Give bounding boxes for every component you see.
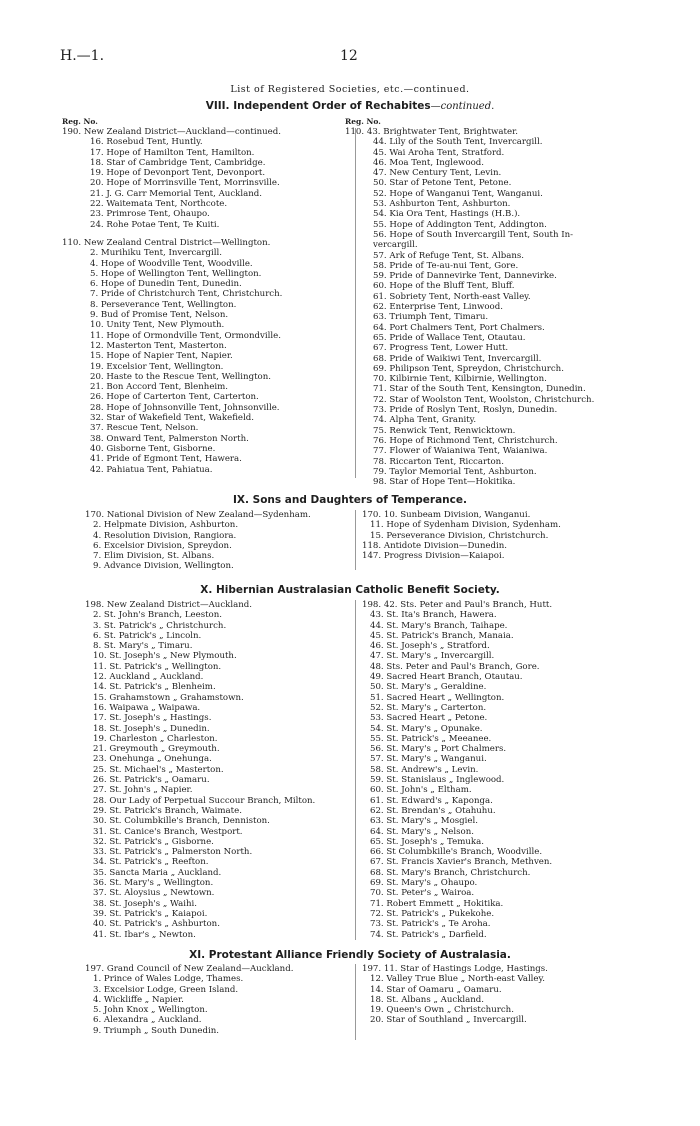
list-entry: 19. Queen's Own „ Christchurch. <box>370 1005 514 1016</box>
list-entry: 50. St. Mary's „ Geraldine. <box>370 682 487 693</box>
ix-left-column <box>85 510 311 572</box>
list-entry: 59. Pride of Dannevirke Tent, Dannevirke. <box>373 271 557 282</box>
list-entry: 8. St. Mary's „ Timaru. <box>93 641 193 652</box>
list-entry: 12. Valley True Blue „ North-east Valley. <box>370 974 545 985</box>
list-entry: 63. Triumph Tent, Timaru. <box>373 312 489 323</box>
list-entry: 63. St. Mary's „ Mosgiel. <box>370 816 478 827</box>
list-entry: 54. St. Mary's „ Opunake. <box>370 723 483 734</box>
list-entry: 62. St. Brendan's „ Otahuhu. <box>370 805 496 816</box>
list-entry: 2. Murihiku Tent, Invercargill. <box>90 248 222 259</box>
list-entry: 29. St. Patrick's Branch, Waimate. <box>93 805 242 816</box>
list-entry: 2. Helpmate Division, Ashburton. <box>93 520 239 531</box>
list-entry: 19. Hope of Devonport Tent, Devonport. <box>90 168 266 179</box>
list-entry: 39. St. Patrick's „ Kaiapoi. <box>93 908 208 919</box>
list-entry: 67. St. Francis Xavier's Branch, Methven. <box>370 857 553 868</box>
list-entry: 20. Star of Southland „ Invercargill. <box>370 1015 527 1026</box>
list-entry: 40. St. Patrick's „ Ashburton. <box>93 919 220 930</box>
list-entry: 53. Sacred Heart „ Petone. <box>370 713 488 724</box>
xi-right-column <box>362 964 548 1026</box>
list-entry: 70. St. Peter's „ Wairoa. <box>370 888 475 899</box>
viii-right-column <box>345 127 594 487</box>
list-entry: 67. Progress Tent, Lower Hutt. <box>373 343 509 354</box>
list-entry: 30. St. Columbkille's Branch, Denniston. <box>93 816 270 827</box>
page-number: 12 <box>340 48 358 64</box>
list-entry: 198. New Zealand District—Auckland. <box>85 600 252 610</box>
list-entry: 3. Excelsior Lodge, Green Island. <box>93 984 239 995</box>
list-entry: 68. St. Mary's Branch, Christchurch. <box>370 867 531 878</box>
list-entry: 49. Sacred Heart Branch, Otautau. <box>370 672 523 683</box>
list-entry: 40. Gisborne Tent, Gisborne. <box>90 443 216 454</box>
list-entry: 24. Rohe Potae Tent, Te Kuiti. <box>90 219 220 230</box>
list-entry: 38. St. Joseph's „ Waihi. <box>93 898 198 909</box>
list-entry: 18. Star of Cambridge Tent, Cambridge. <box>90 157 266 168</box>
list-entry: 61. St. Edward's „ Kaponga. <box>370 795 493 806</box>
list-entry: 69. Philipson Tent, Spreydon, Christchurch. <box>373 363 564 374</box>
section-x-title: X. Hibernian Australasian Catholic Benefit Society. <box>200 584 500 596</box>
list-entry: 55. Hope of Addington Tent, Addington. <box>373 219 547 230</box>
list-entry: 62. Enterprise Tent, Linwood. <box>373 302 503 313</box>
list-entry: 56. Hope of South Invercargill Tent, South In- <box>373 229 574 240</box>
section-xi-title: XI. Protestant Alliance Friendly Society of Australasia. <box>189 949 511 961</box>
list-entry: 5. John Knox „ Wellington. <box>93 1005 208 1016</box>
list-entry: 12. Auckland „ Auckland. <box>93 672 204 683</box>
list-entry: 56. St. Mary's „ Port Chalmers. <box>370 744 507 755</box>
list-entry: 58. Pride of Te-au-nui Tent, Gore. <box>373 260 519 271</box>
list-entry: 20. Hope of Morrinsville Tent, Morrinsville. <box>90 178 280 189</box>
list-entry: 33. St. Patrick's „ Palmerston North. <box>93 847 253 858</box>
list-entry: 11. Hope of Sydenham Division, Sydenham. <box>370 520 561 531</box>
list-entry: 57. St. Mary's „ Wanganui. <box>370 754 487 765</box>
list-entry: 10. Unity Tent, New Plymouth. <box>90 320 225 331</box>
list-entry: 21. Bon Accord Tent, Blenheim. <box>90 382 229 393</box>
list-entry: 58. St. Andrew's „ Levin. <box>370 764 479 775</box>
list-entry: 46. Moa Tent, Inglewood. <box>373 157 485 168</box>
list-entry: 66. St Columbkille's Branch, Woodville. <box>370 847 543 858</box>
list-entry: 72. St. Patrick's „ Pukekohe. <box>370 908 495 919</box>
list-entry: 31. St. Canice's Branch, Westport. <box>93 826 243 837</box>
list-entry: 118. Antidote Division—Dunedin. <box>362 540 508 551</box>
list-entry: 36. St. Mary's „ Wellington. <box>93 878 214 889</box>
list-entry: 32. Star of Wakefield Tent, Wakefield. <box>90 413 254 424</box>
list-entry: 73. St. Patrick's „ Te Aroha. <box>370 919 491 930</box>
list-entry: 74. Alpha Tent, Granity. <box>373 415 477 426</box>
list-entry: 197. Grand Council of New Zealand—Auckland. <box>85 964 294 974</box>
list-entry <box>62 230 282 238</box>
list-entry: 72. Star of Woolston Tent, Woolston, Christchurch. <box>373 394 595 405</box>
list-entry: 32. St. Patrick's „ Gisborne. <box>93 836 214 847</box>
list-entry: 11. St. Patrick's „ Wellington. <box>93 661 222 672</box>
x-right-column <box>362 600 552 940</box>
list-entry: 26. Hope of Carterton Tent, Carterton. <box>90 392 259 403</box>
column-divider <box>355 964 356 1040</box>
section-viii-heading: VIII. Independent Order of Rechabites <box>205 100 431 112</box>
list-entry: 19. Excelsior Tent, Wellington. <box>90 361 224 372</box>
page-header-ref: H.—1. <box>60 48 105 64</box>
list-entry: 50. Star of Petone Tent, Petone. <box>373 178 512 189</box>
reg-no-label: Reg. No. <box>62 117 98 126</box>
list-entry: 12. Masterton Tent, Masterton. <box>90 340 227 351</box>
column-divider <box>355 510 356 570</box>
list-entry: 78. Riccarton Tent, Riccarton. <box>373 456 504 467</box>
list-entry: 1. Prince of Wales Lodge, Thames. <box>93 974 244 985</box>
list-entry: 20. Haste to the Rescue Tent, Wellington. <box>90 371 271 382</box>
list-entry: 17. Hope of Hamilton Tent, Hamilton. <box>90 147 255 158</box>
list-entry: 9. Advance Division, Wellington. <box>93 561 234 572</box>
list-entry: 98. Star of Hope Tent—Hokitika. <box>373 477 516 488</box>
list-entry: 74. St. Patrick's „ Darfield. <box>370 929 487 940</box>
viii-left-column <box>62 127 282 475</box>
list-entry: 65. St. Joseph's „ Temuka. <box>370 836 484 847</box>
list-entry: 15. Grahamstown „ Grahamstown. <box>93 692 244 703</box>
list-entry: 4. Hope of Woodville Tent, Woodville. <box>90 258 253 269</box>
list-entry: 51. Sacred Heart „ Wellington. <box>370 692 505 703</box>
list-entry: 69. St. Mary's „ Ohaupo. <box>370 878 478 889</box>
x-left-column <box>85 600 315 940</box>
list-entry: 5. Hope of Wellington Tent, Wellington. <box>90 268 262 279</box>
list-entry: 65. Pride of Wallace Tent, Otautau. <box>373 332 526 343</box>
list-entry: 27. St. John's „ Napier. <box>93 785 193 796</box>
list-entry: 16. Rosebud Tent, Huntly. <box>90 137 203 148</box>
list-entry: 4. Wickliffe „ Napier. <box>93 994 184 1005</box>
list-entry: 21. Greymouth „ Greymouth. <box>93 744 220 755</box>
section-ix-title: IX. Sons and Daughters of Temperance. <box>232 494 467 506</box>
list-entry: 28. Our Lady of Perpetual Succour Branch, Milton. <box>93 795 316 806</box>
list-entry: 55. St. Patrick's „ Meeanee. <box>370 733 492 744</box>
list-entry: 18. St. Joseph's „ Dunedin. <box>93 723 210 734</box>
list-entry: 6. Alexandra „ Auckland. <box>93 1015 202 1026</box>
list-entry: 21. J. G. Carr Memorial Tent, Auckland. <box>90 188 262 199</box>
list-entry: 54. Kia Ora Tent, Hastings (H.B.). <box>373 209 521 220</box>
list-entry: 23. Onehunga „ Onehunga. <box>93 754 212 765</box>
list-entry: 190. New Zealand District—Auckland—continued. <box>62 127 281 137</box>
list-title: List of Registered Societies, etc.—continued. <box>230 84 470 95</box>
list-entry: 35. Sancta Maria „ Auckland. <box>93 867 222 878</box>
list-entry: 43. St. Ita's Branch, Hawera. <box>370 610 497 621</box>
list-entry: 52. Hope of Wanganui Tent, Wanganui. <box>373 188 543 199</box>
list-entry: 71. Star of the South Tent, Kensington, Dunedin. <box>373 384 586 395</box>
list-entry: 42. Pahiatua Tent, Pahiatua. <box>90 464 213 475</box>
xi-left-column <box>85 964 293 1036</box>
list-entry: 23. Primrose Tent, Ohaupo. <box>90 209 210 220</box>
list-entry: 45. Wai Aroha Tent, Stratford. <box>373 147 505 158</box>
list-entry: 18. St. Albans „ Auckland. <box>370 994 485 1005</box>
list-entry: 17. St. Joseph's „ Hastings. <box>93 713 212 724</box>
list-entry: 9. Bud of Promise Tent, Nelson. <box>90 310 229 321</box>
list-entry: 6. Excelsior Division, Spreydon. <box>93 540 232 551</box>
list-entry: 44. St. Mary's Branch, Taihape. <box>370 620 508 631</box>
list-entry: 147. Progress Division—Kaiapoi. <box>362 551 505 562</box>
list-entry: 37. Rescue Tent, Nelson. <box>90 423 199 434</box>
list-entry: 11. Hope of Ormondville Tent, Ormondville. <box>90 330 281 341</box>
list-entry: 28. Hope of Johnsonville Tent, Johnsonville. <box>90 402 280 413</box>
list-entry: 41. St. Ibar's „ Newton. <box>93 929 196 940</box>
list-entry: 7. Pride of Christchurch Tent, Christchurch. <box>90 289 283 300</box>
list-entry: 41. Pride of Egmont Tent, Hawera. <box>90 454 242 465</box>
list-entry: 34. St. Patrick's „ Reefton. <box>93 857 209 868</box>
list-entry: 198. 42. Sts. Peter and Paul's Branch, Hutt. <box>362 600 553 610</box>
list-entry: 26. St. Patrick's „ Oamaru. <box>93 775 210 786</box>
list-entry: 197. 11. Star of Hastings Lodge, Hastings. <box>362 964 548 974</box>
list-entry: 46. St. Joseph's „ Stratford. <box>370 641 490 652</box>
ix-right-column <box>362 510 561 561</box>
list-entry: 52. St. Mary's „ Carterton. <box>370 702 487 713</box>
list-entry: 2. St. John's Branch, Leeston. <box>93 610 223 621</box>
list-entry: 48. Sts. Peter and Paul's Branch, Gore. <box>370 661 540 672</box>
list-entry: 59. St. Stanislaus „ Inglewood. <box>370 775 505 786</box>
list-entry: 15. Hope of Napier Tent, Napier. <box>90 351 233 362</box>
list-entry: 60. Hope of the Bluff Tent, Bluff. <box>373 281 515 292</box>
list-entry: 3. St. Patrick's „ Christchurch. <box>93 620 227 631</box>
list-entry: 38. Onward Tent, Palmerston North. <box>90 433 249 444</box>
list-entry: 71. Robert Emmett „ Hokitika. <box>370 898 504 909</box>
list-entry: 76. Hope of Richmond Tent, Christchurch. <box>373 435 558 446</box>
list-entry: 170. National Division of New Zealand—Sydenham. <box>85 510 311 520</box>
list-entry: 57. Ark of Refuge Tent, St. Albans. <box>373 250 524 261</box>
list-entry: 14. St. Patrick's „ Blenheim. <box>93 682 216 693</box>
list-entry: 8. Perseverance Tent, Wellington. <box>90 299 237 310</box>
section-viii-title <box>0 100 700 112</box>
list-entry: 61. Sobriety Tent, North-east Valley. <box>373 291 531 302</box>
list-entry: 16. Waipawa „ Waipawa. <box>93 702 201 713</box>
list-entry: 22. Waitemata Tent, Northcote. <box>90 199 228 210</box>
list-entry: 6. Hope of Dunedin Tent, Dunedin. <box>90 279 242 290</box>
list-entry: 75. Renwick Tent, Renwicktown. <box>373 425 516 436</box>
list-entry: vercargill. <box>373 240 418 251</box>
list-entry: 44. Lily of the South Tent, Invercargill. <box>373 137 543 148</box>
list-entry: 19. Charleston „ Charleston. <box>93 733 218 744</box>
section-viii-suffix: —continued. <box>430 101 495 112</box>
list-entry: 110. New Zealand Central District—Wellington. <box>62 237 271 248</box>
list-entry: 79. Taylor Memorial Tent, Ashburton. <box>373 466 537 477</box>
list-entry: 53. Ashburton Tent, Ashburton. <box>373 199 511 210</box>
list-entry: 37. St. Aloysius „ Newtown. <box>93 888 215 899</box>
list-entry: 64. St. Mary's „ Nelson. <box>370 826 474 837</box>
list-entry: 68. Pride of Waikiwi Tent, Invercargill. <box>373 353 542 364</box>
list-entry: 64. Port Chalmers Tent, Port Chalmers. <box>373 322 545 333</box>
list-entry: 70. Kilbirnie Tent, Kilbirnie, Wellington. <box>373 374 547 385</box>
list-entry: 6. St. Patrick's „ Lincoln. <box>93 630 202 641</box>
reg-no-label-right: Reg. No. <box>345 117 381 126</box>
list-entry: 47. New Century Tent, Levin. <box>373 168 502 179</box>
list-entry: 60. St. John's „ Eltham. <box>370 785 472 796</box>
list-entry: 45. St. Patrick's Branch, Manaia. <box>370 630 514 641</box>
list-entry: 73. Pride of Roslyn Tent, Roslyn, Dunedin. <box>373 405 558 416</box>
list-entry: 47. St. Mary's „ Invercargill. <box>370 651 495 662</box>
list-entry: 4. Resolution Division, Rangiora. <box>93 530 237 541</box>
list-entry: 10. St. Joseph's „ New Plymouth. <box>93 651 237 662</box>
list-entry: 25. St. Michael's „ Masterton. <box>93 764 224 775</box>
list-entry: 9. Triumph „ South Dunedin. <box>93 1025 220 1036</box>
list-entry: 110. 43. Brightwater Tent, Brightwater. <box>345 127 518 137</box>
list-entry: 15. Perseverance Division, Christchurch. <box>370 530 549 541</box>
list-entry: 14. Star of Oamaru „ Oamaru. <box>370 984 502 995</box>
list-entry: 7. Elim Division, St. Albans. <box>93 551 215 562</box>
list-entry: 170. 10. Sunbeam Division, Wanganui. <box>362 510 531 520</box>
column-divider <box>355 600 356 940</box>
list-entry: 77. Flower of Waianiwa Tent, Waianiwa. <box>373 446 548 457</box>
